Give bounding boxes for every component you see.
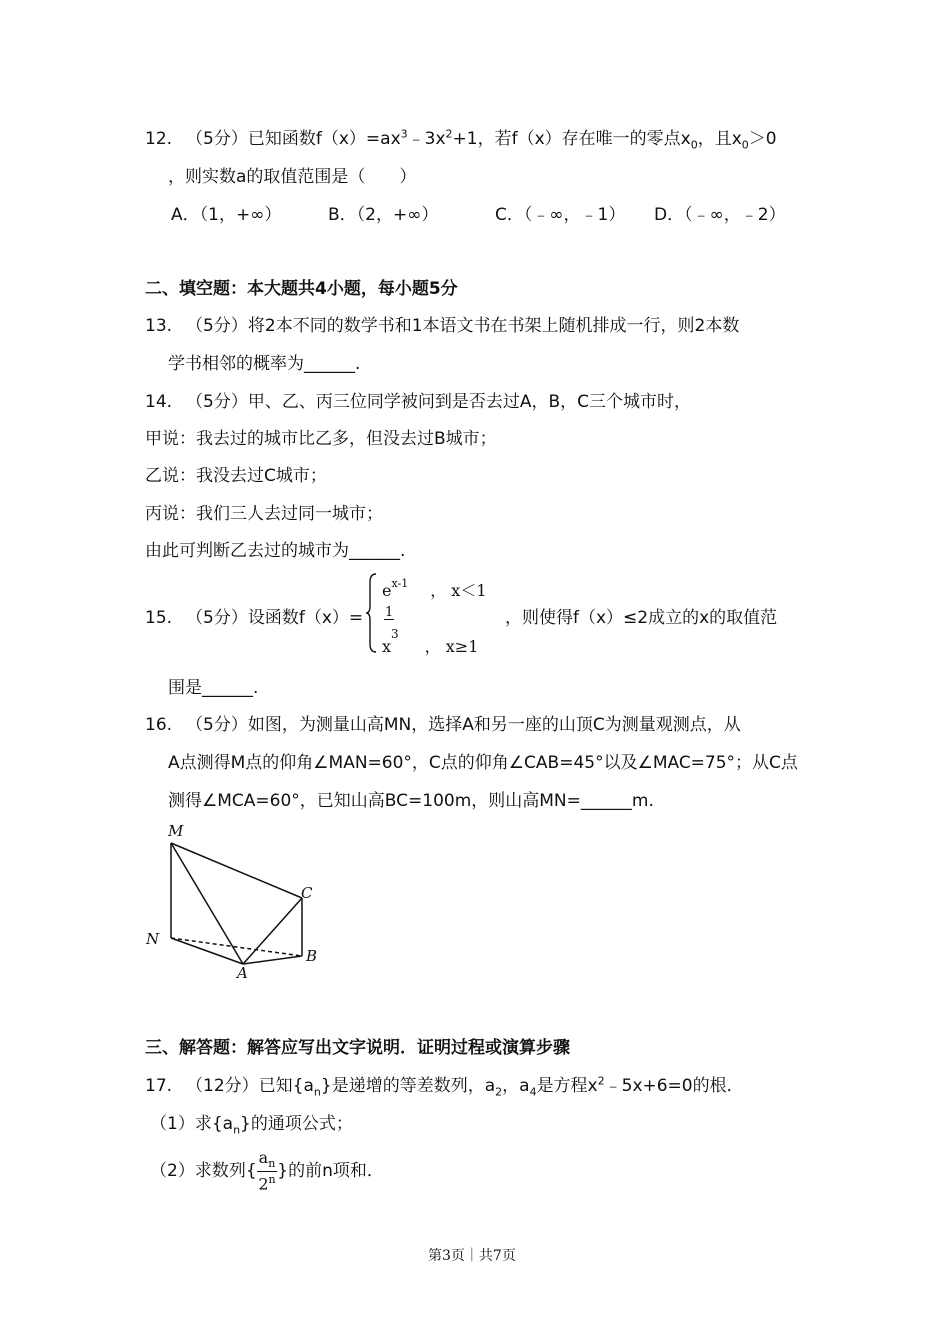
q12-number: 12. <box>145 129 173 149</box>
q13-blank: ______ <box>304 354 355 374</box>
q16-figure <box>140 818 330 983</box>
line-ac <box>243 898 302 964</box>
q12-option-d: D．（﹣∞，﹣2） <box>654 205 786 225</box>
label-n: N <box>146 930 160 948</box>
label-m: M <box>168 822 184 840</box>
section-2-title: 二、填空题：本大题共4小题，每小题5分 <box>145 279 458 299</box>
q17-line1: 17. （12分）已知$\{a_n\}$是递增的等差数列，$a_2$，$a_4$是方程$x^2﹣5x+6=0$的根． <box>145 1074 744 1099</box>
q14-line1: 14. （5分）甲、乙、丙三位同学被问到是否去过A，B，C三个城市时， <box>145 392 692 412</box>
q14-yi: 乙说：我没去过C城市； <box>145 466 327 486</box>
page-footer: 第3页｜共7页 <box>428 1248 516 1264</box>
q15-line1-post: ，则使得f（x）≤2成立的x的取值范 <box>505 608 778 628</box>
q13-line2: 学书相邻的概率为______. <box>168 354 361 374</box>
q15-line2: 围是______. <box>168 678 259 698</box>
q16-line2: A点测得M点的仰角∠MAN=60°，C点的仰角∠CAB=45°以及∠MAC=75°；从C点 <box>168 753 798 773</box>
q16-line3: 测得∠MCA=60°，已知山高BC=100m，则山高MN=______m. <box>168 791 654 811</box>
q15-piece2: $x^3$， x≥1 <box>382 626 479 656</box>
q12-line2: ，则实数a的取值范围是（ ） <box>168 167 417 187</box>
q17-part2: （2）求数列{ $\frac{a_n}{2^n}$ }的前n项和． <box>150 1148 384 1194</box>
q15-piece2-exp: 1 <box>385 605 394 620</box>
line-na <box>171 938 243 964</box>
q15-piece1: $e^{x-1}$ ， x＜1 <box>382 576 487 600</box>
q17-part1: （1）求$\{a_n\}$的通项公式； <box>150 1114 353 1137</box>
line-ab <box>243 956 302 964</box>
label-a: A <box>237 964 248 982</box>
q14-bing: 丙说：我们三人去过同一城市； <box>145 504 383 524</box>
q16-blank: ______ <box>580 791 632 811</box>
q12-option-b: B．（2，+∞） <box>328 205 439 225</box>
line-mc <box>171 843 302 898</box>
q15-blank: ______ <box>202 678 253 698</box>
q13-line1: 13. （5分）将2本不同的数学书和1本语文书在书架上随机排成一行，则2本数 <box>145 316 740 336</box>
q15-line1: 15. （5分）设函数f（x）= <box>145 608 364 628</box>
q12-line1: 12. （5分）已知函数$f(x)=ax^3﹣3x^2+1$，若f（x）存在唯一的零点$x_0$，且$x_0>0$ <box>145 127 777 152</box>
q17-fraction: $\frac{a_n}{2^n}$ <box>258 1148 276 1194</box>
q14-conclusion: 由此可判断乙去过的城市为______. <box>145 541 406 561</box>
piecewise-brace <box>366 572 378 654</box>
label-c: C <box>301 884 313 902</box>
section-3-title: 三、解答题：解答应写出文字说明．证明过程或演算步骤 <box>145 1038 570 1058</box>
q14-blank: ______ <box>349 541 400 561</box>
q16-line1: 16. （5分）如图，为测量山高MN，选择A和另一座的山顶C为测量观测点，从 <box>145 715 741 735</box>
label-b: B <box>306 947 318 965</box>
line-ma <box>171 843 243 964</box>
q12-option-a: A．（1，+∞） <box>171 205 282 225</box>
q14-jia: 甲说：我去过的城市比乙多，但没去过B城市； <box>145 429 497 449</box>
q12-option-c: C．（﹣∞，﹣1） <box>495 205 626 225</box>
